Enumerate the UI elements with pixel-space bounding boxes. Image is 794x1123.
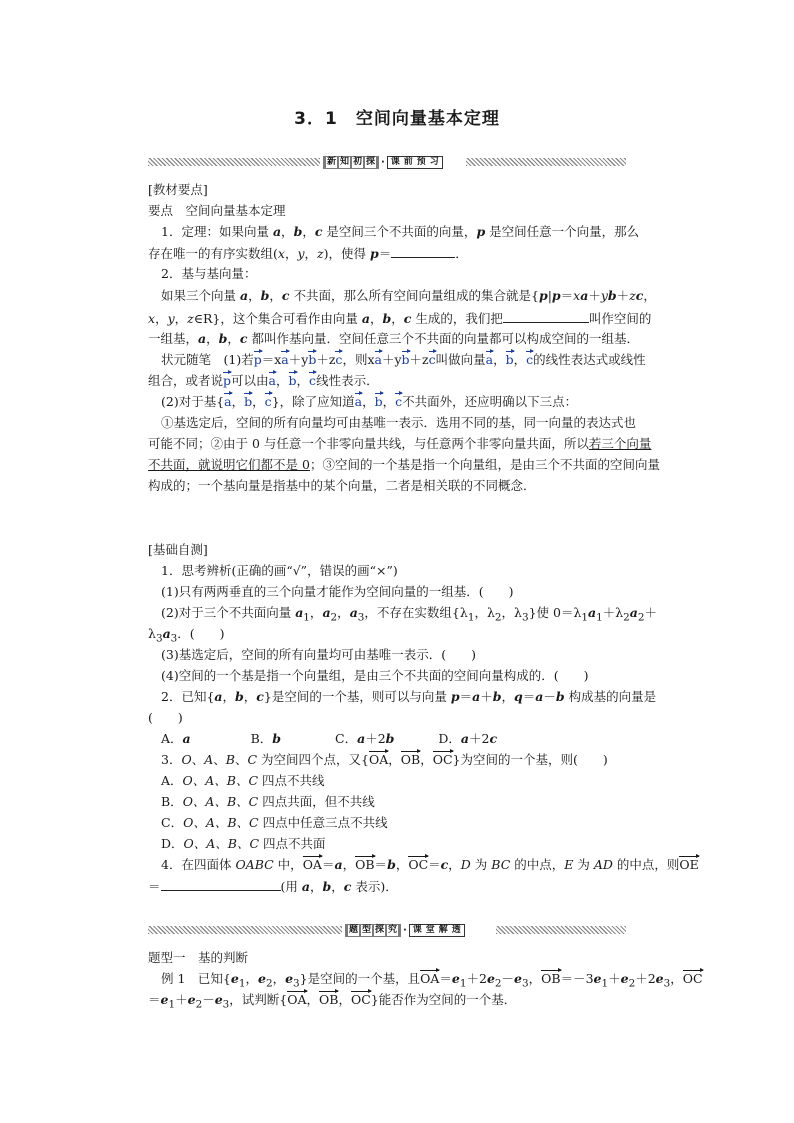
question-line: 2．已知{a，b，c}是空间的一个基，则可以与向量 p＝a＋b，q＝a－b 构成基的向量是 bbox=[161, 689, 657, 704]
text-line: 存在唯一的有序实数组(x，y，z)，使得 p＝ ． bbox=[148, 243, 468, 264]
question-line: 4．在四面体 OABC 中，OA＝a，OB＝b，OC＝c，D 为 BC 的中点，E 为 AD 的中点，则OE bbox=[161, 855, 699, 875]
tip-line: 不共面，就说明它们都不是 0；③空间的一个基是指一个向量组，是由三个不共面的空间向量 bbox=[148, 457, 660, 472]
text-line: 1．定理：如果向量 a，b，c 是空间三个不共面的向量，p 是空间任意一个向量，那么 bbox=[161, 224, 640, 239]
tip-line: (2)对于基{a，b，c}，除了应知道a，b，c不共面外，还应明确以下三点： bbox=[161, 392, 577, 412]
question-line: (2)对于三个不共面向量 $a_1$，$a_2$，$a_3$，不存在实数组{$\lambda_1$，$\lambda_2$，$\lambda_3$}使 $0=\lambda_1a_1+\lambda_2a_2+$ bbox=[161, 605, 658, 624]
option-a[interactable]: A．a bbox=[161, 731, 191, 746]
option-d[interactable]: D．O、A、B、C 四点不共面 bbox=[161, 836, 326, 851]
question-line: $\lambda_3a_3$．( ) bbox=[148, 626, 225, 645]
banner-boxed-text: 题 型 探 究 bbox=[345, 924, 401, 937]
text-line: x，y，z∈R}，这个集合可看作由向量 a，b，c 生成的，我们把 叫作空间的 bbox=[148, 308, 651, 329]
question-line: ＝ (用 a，b，c 表示)． bbox=[148, 876, 398, 897]
option-c[interactable]: C．a＋2b bbox=[335, 731, 395, 746]
banner-hatch bbox=[466, 158, 626, 166]
tip-line: 状元随笔 (1)若p＝xa＋yb＋zc，则xa＋yb＋zc叫做向量a，b，c的线性表达式或线性 bbox=[161, 350, 646, 370]
question-line: (3)基选定后，空间的所有向量均可由基唯一表示．( ) bbox=[161, 647, 476, 662]
section-heading: [教材要点] bbox=[148, 182, 208, 197]
tip-line: ①基选定后，空间的所有向量均可由基唯一表示．选用不同的基，同一向量的表达式也 bbox=[161, 415, 637, 430]
section-heading: [基础自测] bbox=[148, 542, 208, 557]
banner-framed-text: 课 堂 解 透 bbox=[409, 924, 465, 937]
tip-line: 构成的；一个基向量是指基中的某个向量，二者是相关联的不同概念． bbox=[148, 478, 536, 493]
question-line: (4)空间的一个基是指一个向量组，是由三个不共面的空间向量构成的．( ) bbox=[161, 668, 589, 683]
fill-blank[interactable] bbox=[391, 243, 455, 258]
tip-line: 组合，或者说p可以由a，b，c线性表示． bbox=[148, 371, 379, 391]
option-a[interactable]: A．O、A、B、C 四点不共线 bbox=[161, 773, 325, 788]
banner-framed-text: 课 前 预 习 bbox=[387, 156, 443, 169]
answer-options bbox=[161, 729, 497, 749]
example-line: $=e_1+e_2-e_3$，试判断{OA，OB，OC}能否作为空间的一个基． bbox=[148, 992, 517, 1011]
banner-label: 题 型 探 究 · 课 堂 解 透 bbox=[345, 923, 465, 937]
question-line: (1)只有两两垂直的三个向量才能作为空间向量的一组基．( ) bbox=[161, 584, 514, 599]
page-title: 3．1 空间向量基本定理 bbox=[294, 109, 500, 129]
key-point-heading: 要点 空间向量基本定理 bbox=[148, 203, 286, 218]
question-line: 3．O、A、B、C 为空间四个点，又{OA，OB，OC}为空间的一个基，则( ) bbox=[161, 750, 608, 770]
banner-hatch bbox=[496, 926, 626, 934]
section-banner-preview bbox=[148, 155, 626, 169]
fill-blank[interactable] bbox=[161, 876, 281, 891]
text-line: 如果三个向量 a，b，c 不共面，那么所有空间向量组成的集合就是{p|p＝xa＋yb＋zc， bbox=[161, 288, 656, 303]
fill-blank[interactable] bbox=[503, 308, 589, 323]
topic-heading: 题型一 基的判断 bbox=[148, 950, 249, 965]
option-b[interactable]: B．b bbox=[250, 731, 282, 746]
banner-label: 新 知 初 探 · 课 前 预 习 bbox=[323, 155, 443, 169]
question-line: 1．思考辨析(正确的画“√”，错误的画“×”) bbox=[161, 563, 398, 578]
option-d[interactable]: D．a＋2c bbox=[438, 731, 498, 746]
banner-hatch bbox=[148, 158, 320, 166]
section-banner-explore bbox=[148, 923, 626, 937]
option-b[interactable]: B．O、A、B、C 四点共面，但不共线 bbox=[161, 794, 375, 809]
banner-boxed-text: 新 知 初 探 bbox=[323, 156, 379, 169]
banner-hatch bbox=[148, 926, 342, 934]
example-line: 例 1 已知{$e_1$，$e_2$，$e_3$}是空间的一个基，且$OA=e_1+2e_2-e_3$，$OB=-3e_1+e_2+2e_3$，OC bbox=[161, 971, 703, 990]
text-line: 一组基，a，b，c 都叫作基向量．空间任意三个不共面的向量都可以构成空间的一组基． bbox=[148, 331, 640, 346]
tip-line: 可能不同；②由于 0 与任意一个非零向量共线，与任意两个非零向量共面，所以若三个向量 bbox=[148, 436, 652, 451]
question-line: ( ) bbox=[148, 710, 183, 725]
text-line: 2．基与基向量： bbox=[161, 266, 257, 281]
option-c[interactable]: C．O、A、B、C 四点中任意三点不共线 bbox=[161, 815, 388, 830]
